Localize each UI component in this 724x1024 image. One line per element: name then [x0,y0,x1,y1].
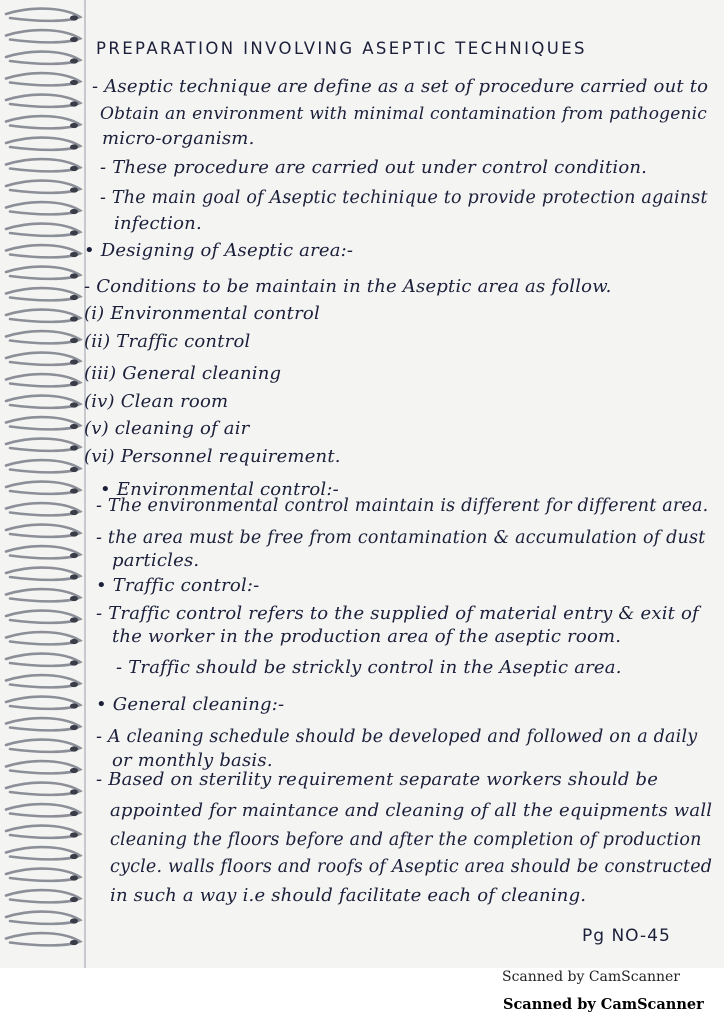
punch-hole [70,703,78,708]
spiral-ring [6,933,80,945]
punch-hole [70,424,78,429]
page-number: Pg NO-45 [582,926,671,946]
note-line: Obtain an environment with minimal contamination from pathogenic [100,104,708,124]
punch-hole [70,897,78,902]
note-line: - the area must be free from contamination & accumulation of dust [96,528,706,548]
punch-hole [70,187,78,192]
punch-hole [70,682,78,687]
scanner-watermark: Scanned by CamScanner [502,969,680,985]
note-line: • Environmental control:- [100,479,339,500]
punch-hole [70,359,78,364]
spiral-ring [6,826,80,838]
note-line: - Traffic should be strickly control in the Aseptic area. [116,657,622,678]
spiral-ring [6,353,80,365]
spiral-ring [6,546,80,558]
spiral-ring [6,761,80,773]
punch-hole [70,316,78,321]
note-line: (ii) Traffic control [84,331,251,352]
spiral-ring [6,611,80,623]
note-line: (i) Environmental control [84,303,320,324]
note-line: the worker in the production area of the aseptic room. [112,626,622,647]
spiral-ring [6,396,80,408]
punch-hole [70,832,78,837]
spiral-ring [6,288,80,300]
punch-hole [70,746,78,751]
spiral-ring [6,525,80,537]
note-line: cycle. walls floors and roofs of Aseptic area should be constructed [110,857,713,877]
note-line: - Aseptic technique are define as a set of procedure carried out to [92,76,709,97]
punch-hole [70,854,78,859]
note-line: (iii) General cleaning [84,363,282,384]
punch-hole [70,811,78,816]
spiral-ring [6,116,80,128]
spiral-ring [6,740,80,752]
spiral-ring [6,439,80,451]
note-line: cleaning the floors before and after the completion of production [110,830,702,850]
spiral-ring [6,804,80,816]
spiral-ring [6,912,80,924]
spiral-ring [6,374,80,386]
note-line: - Conditions to be maintain in the Aseptic area as follow. [84,276,612,297]
spiral-ring [6,310,80,322]
note-line: (v) cleaning of air [84,418,250,439]
spiral-ring [6,654,80,666]
punch-hole [70,338,78,343]
spiral-ring [6,245,80,257]
note-line: or monthly basis. [112,750,273,771]
spiral-ring [6,95,80,107]
punch-hole [70,273,78,278]
spiral-ring [6,202,80,214]
spiral-ring [6,30,80,42]
punch-hole [70,488,78,493]
note-line: - The environmental control maintain is different for different area. [96,496,709,516]
spiral-ring [6,697,80,709]
margin-line [84,0,86,968]
spiral-ring [6,890,80,902]
spiral-ring [6,224,80,236]
spiral-ring [6,675,80,687]
punch-hole [70,101,78,106]
spiral-ring [6,159,80,171]
note-line: micro-organism. [102,128,255,149]
spiral-ring [6,568,80,580]
spiral-ring [6,331,80,343]
note-line: • Designing of Aseptic area:- [84,240,354,261]
spiral-ring [6,138,80,150]
punch-hole [70,510,78,515]
punch-hole [70,402,78,407]
spiral-ring [6,783,80,795]
note-line: - Traffic control refers to the supplied of material entry & exit of [96,603,699,624]
punch-hole [70,725,78,730]
spiral-ring [6,503,80,515]
spiral-ring [6,417,80,429]
spiral-ring [6,632,80,644]
punch-hole [70,918,78,923]
punch-hole [70,123,78,128]
note-line: • Traffic control:- [96,575,260,596]
note-line: particles. [112,550,200,571]
punch-hole [70,80,78,85]
punch-hole [70,166,78,171]
spiral-ring [6,847,80,859]
spiral-binding-icon [0,0,86,968]
note-line: (iv) Clean room [84,391,229,412]
punch-hole [70,596,78,601]
spiral-ring [6,52,80,64]
note-line: - Based on sterility requirement separate workers should be [96,769,659,790]
spiral-ring [6,718,80,730]
punch-hole [70,295,78,300]
spiral-ring [6,869,80,881]
punch-hole [70,940,78,945]
punch-hole [70,574,78,579]
note-line: - These procedure are carried out under control condition. [100,157,648,178]
punch-hole [70,230,78,235]
note-heading: PREPARATION INVOLVING ASEPTIC TECHNIQUES [96,39,587,58]
spiral-ring [6,9,80,21]
note-line: in such a way i.e should facilitate each of cleaning. [110,885,587,906]
punch-hole [70,639,78,644]
punch-hole [70,660,78,665]
spiral-ring [6,482,80,494]
note-line: • General cleaning:- [96,694,285,715]
punch-hole [70,467,78,472]
punch-hole [70,37,78,42]
punch-hole [70,144,78,149]
note-line: - The main goal of Aseptic techinique to provide protection against [100,188,708,208]
spiral-ring [6,267,80,279]
punch-hole [70,768,78,773]
punch-hole [70,15,78,20]
note-line: (vi) Personnel requirement. [84,446,341,467]
note-line: - A cleaning schedule should be developed and followed on a daily [96,727,698,747]
punch-hole [70,209,78,214]
spiral-ring [6,73,80,85]
spiral-ring [6,589,80,601]
note-line: appointed for maintance and cleaning of all the equipments wall [110,800,713,821]
punch-hole [70,617,78,622]
punch-hole [70,445,78,450]
spiral-ring [6,181,80,193]
spiral-ring [6,460,80,472]
punch-hole [70,875,78,880]
note-line: infection. [114,213,202,234]
punch-hole [70,531,78,536]
punch-hole [70,789,78,794]
punch-hole [70,381,78,386]
punch-hole [70,252,78,257]
scanner-watermark: Scanned by CamScanner [503,996,704,1013]
punch-hole [70,58,78,63]
punch-hole [70,553,78,558]
